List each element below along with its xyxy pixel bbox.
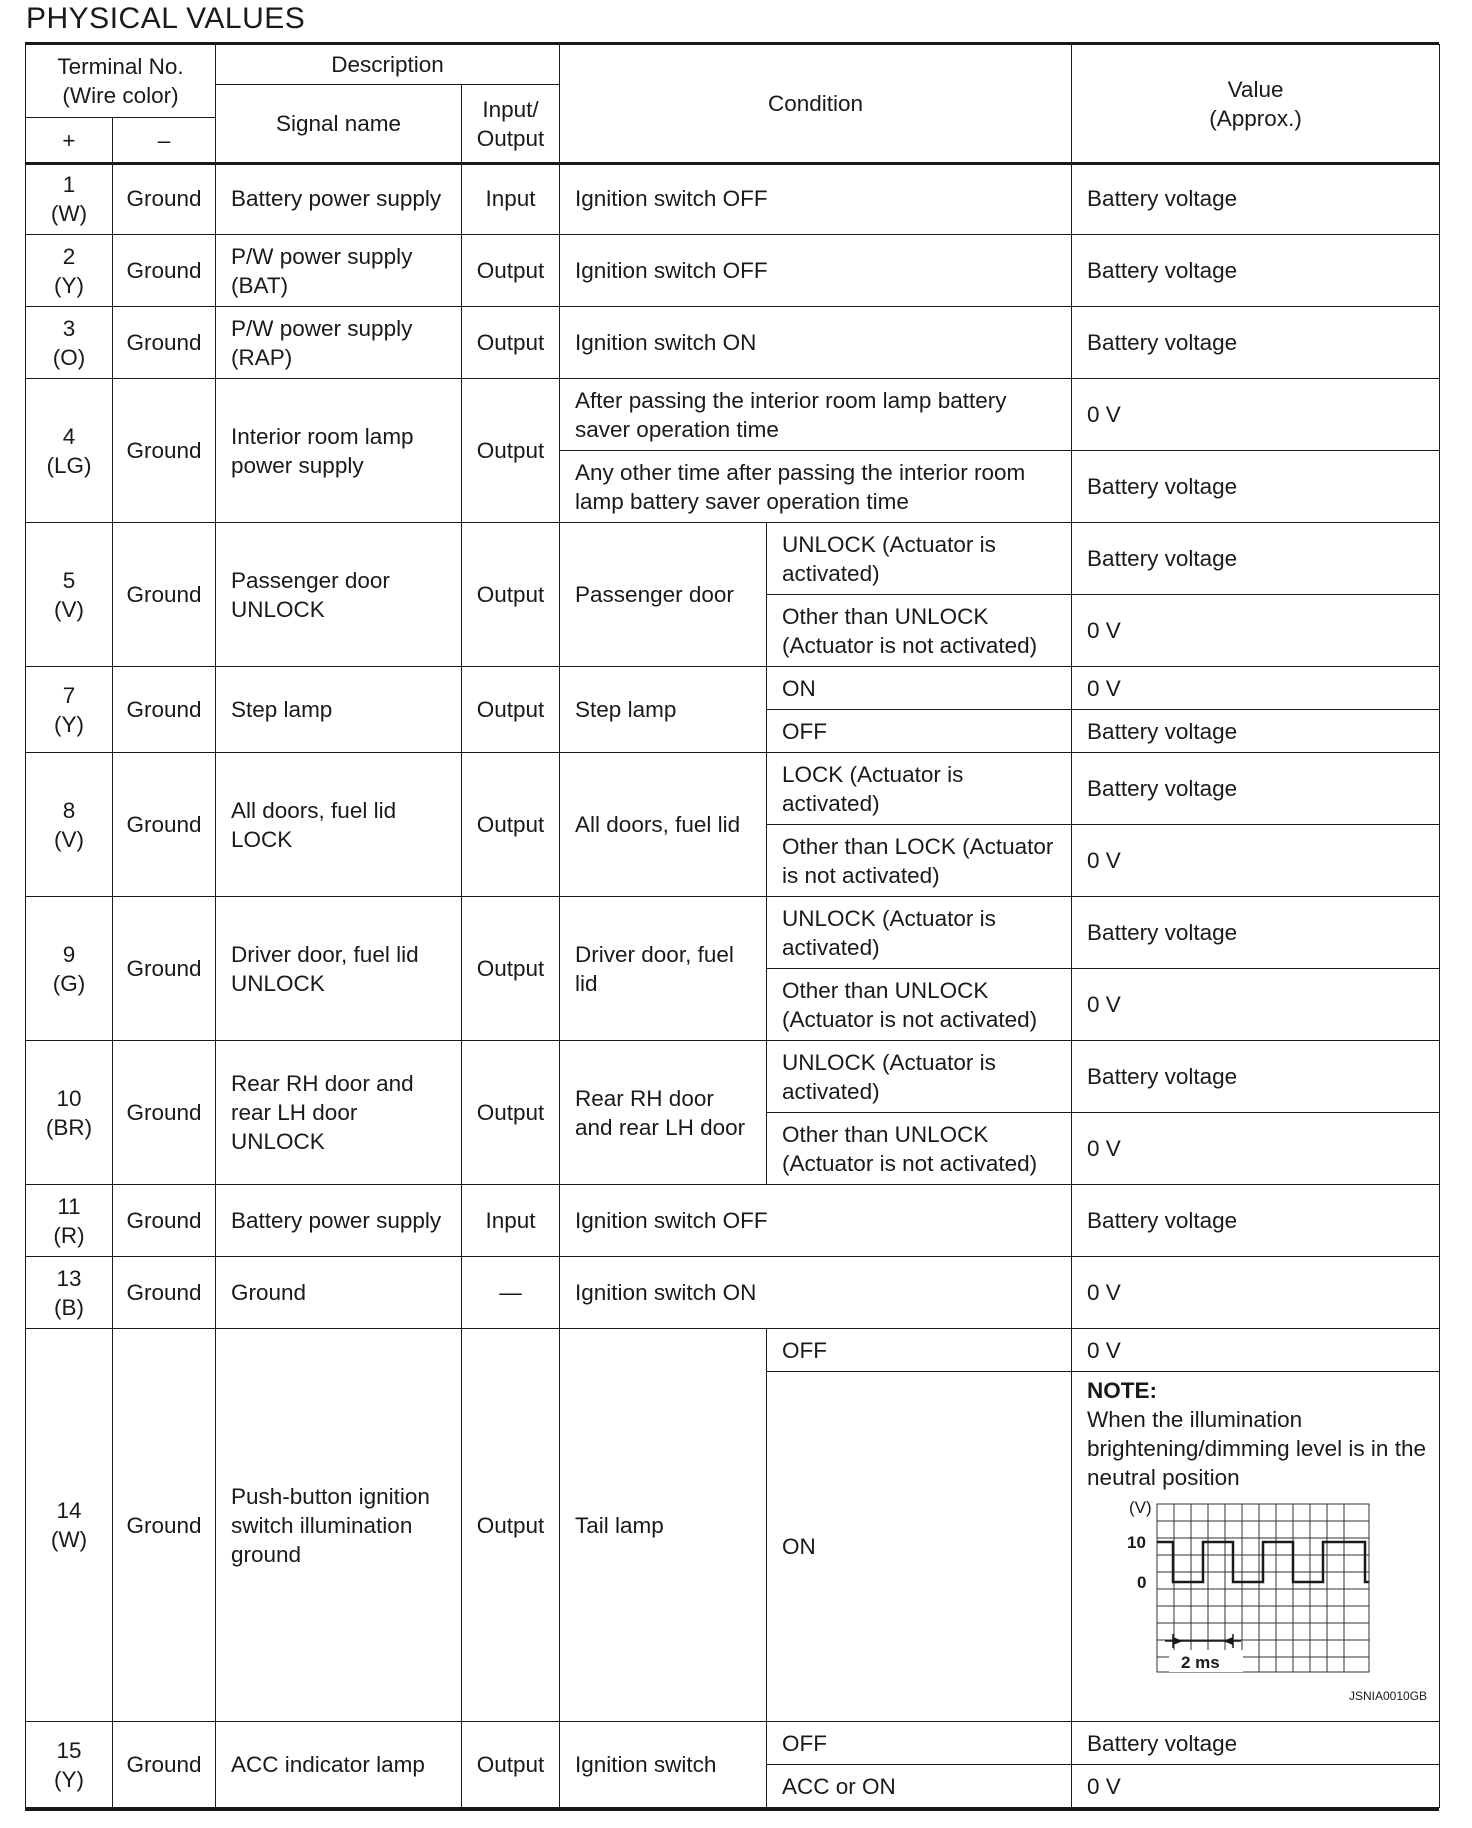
signal-cell: P/W power supply (RAP): [216, 307, 462, 379]
io-cell: —: [462, 1257, 560, 1329]
table-row: [26, 379, 1440, 451]
condition-cell: Any other time after passing the interior room lamp battery saver operation time: [560, 451, 1072, 523]
signal-cell: Step lamp: [216, 667, 462, 753]
condition-cell: All doors, fuel lid: [560, 753, 767, 897]
waveform-trace: [1157, 1542, 1369, 1582]
io-cell: Output: [462, 667, 560, 753]
io-cell: Output: [462, 1041, 560, 1185]
value-cell: 0 V: [1072, 667, 1440, 710]
value-cell: 0 V: [1072, 1765, 1440, 1808]
state-cell: LOCK (Actuator is activated): [767, 753, 1072, 825]
table-row: [26, 307, 1440, 379]
terminal-cell: 15 (Y): [26, 1722, 113, 1808]
minus-cell: Ground: [113, 1041, 216, 1185]
header-signal-name: Signal name: [216, 85, 462, 163]
io-cell: Output: [462, 235, 560, 307]
terminal-cell: 1 (W): [26, 163, 113, 235]
condition-cell: Ignition switch OFF: [560, 1185, 1072, 1257]
signal-cell: Push-button ignition switch illumination ground: [216, 1329, 462, 1722]
terminal-cell: 13 (B): [26, 1257, 113, 1329]
minus-cell: Ground: [113, 163, 216, 235]
state-cell: ON: [767, 1372, 1072, 1722]
signal-cell: P/W power supply (BAT): [216, 235, 462, 307]
state-cell: OFF: [767, 1722, 1072, 1765]
state-cell: Other than UNLOCK (Actuator is not activated): [767, 595, 1072, 667]
table-row: [26, 897, 1440, 969]
table-row: [26, 1722, 1440, 1765]
value-cell: Battery voltage: [1072, 307, 1440, 379]
minus-cell: Ground: [113, 667, 216, 753]
header-condition: Condition: [560, 45, 1072, 163]
terminal-cell: 9 (G): [26, 897, 113, 1041]
terminal-cell: 2 (Y): [26, 235, 113, 307]
io-cell: Output: [462, 1329, 560, 1722]
io-cell: Output: [462, 307, 560, 379]
state-cell: UNLOCK (Actuator is activated): [767, 523, 1072, 595]
value-cell: 0 V: [1072, 825, 1440, 897]
state-cell: Other than UNLOCK (Actuator is not activated): [767, 1113, 1072, 1185]
minus-cell: Ground: [113, 235, 216, 307]
terminal-cell: 11 (R): [26, 1185, 113, 1257]
minus-cell: Ground: [113, 523, 216, 667]
condition-cell: Ignition switch: [560, 1722, 767, 1808]
table-row: [26, 235, 1440, 307]
io-cell: Input: [462, 1185, 560, 1257]
table-row: [26, 753, 1440, 825]
value-cell: Battery voltage: [1072, 235, 1440, 307]
value-cell: 0 V: [1072, 379, 1440, 451]
condition-cell: Tail lamp: [560, 1329, 767, 1722]
signal-cell: Battery power supply: [216, 163, 462, 235]
state-cell: OFF: [767, 1329, 1072, 1372]
header-value: Value (Approx.): [1072, 45, 1440, 163]
waveform-y-unit: (V): [1129, 1498, 1152, 1517]
waveform-time-scale: 2 ms: [1181, 1653, 1220, 1672]
header-plus: +: [26, 118, 113, 163]
header-minus: –: [113, 118, 216, 163]
terminal-cell: 7 (Y): [26, 667, 113, 753]
table-top-rule: [25, 42, 1439, 45]
table-bottom-rule: [25, 1807, 1439, 1811]
table-row: [26, 523, 1440, 595]
state-cell: ACC or ON: [767, 1765, 1072, 1808]
condition-cell: Passenger door: [560, 523, 767, 667]
waveform-figure: [1101, 1498, 1401, 1678]
terminal-cell: 5 (V): [26, 523, 113, 667]
signal-cell: Driver door, fuel lid UNLOCK: [216, 897, 462, 1041]
condition-cell: Rear RH door and rear LH door: [560, 1041, 767, 1185]
state-cell: ON: [767, 667, 1072, 710]
minus-cell: Ground: [113, 1329, 216, 1722]
note-cell: [1072, 1372, 1440, 1722]
value-cell: Battery voltage: [1072, 1722, 1440, 1765]
value-cell: 0 V: [1072, 1329, 1440, 1372]
waveform-y-tick-0: 0: [1137, 1573, 1147, 1592]
condition-cell: Ignition switch OFF: [560, 163, 1072, 235]
condition-cell: Driver door, fuel lid: [560, 897, 767, 1041]
value-cell: Battery voltage: [1072, 897, 1440, 969]
waveform-grid: [1157, 1504, 1369, 1672]
header-row: [26, 45, 1440, 85]
time-scale-arrow-right: [1173, 1637, 1183, 1645]
minus-cell: Ground: [113, 379, 216, 523]
io-cell: Output: [462, 753, 560, 897]
condition-cell: Ignition switch OFF: [560, 235, 1072, 307]
minus-cell: Ground: [113, 1185, 216, 1257]
state-cell: Other than UNLOCK (Actuator is not activated): [767, 969, 1072, 1041]
header-bottom-rule: [25, 162, 1439, 165]
state-cell: UNLOCK (Actuator is activated): [767, 1041, 1072, 1113]
io-cell: Input: [462, 163, 560, 235]
signal-cell: Passenger door UNLOCK: [216, 523, 462, 667]
value-cell: 0 V: [1072, 595, 1440, 667]
value-cell: Battery voltage: [1072, 163, 1440, 235]
table-row: [26, 1041, 1440, 1113]
note-text: When the illumination brightening/dimming level is in the neutral position: [1087, 1407, 1426, 1490]
terminal-cell: 4 (LG): [26, 379, 113, 523]
table-row: [26, 163, 1440, 235]
physical-values-table: [25, 44, 1440, 1808]
minus-cell: Ground: [113, 1257, 216, 1329]
state-cell: UNLOCK (Actuator is activated): [767, 897, 1072, 969]
io-cell: Output: [462, 897, 560, 1041]
figure-id: JSNIA0010GB: [1349, 1689, 1428, 1703]
condition-cell: Step lamp: [560, 667, 767, 753]
condition-cell: Ignition switch ON: [560, 307, 1072, 379]
value-cell: Battery voltage: [1072, 710, 1440, 753]
value-cell: Battery voltage: [1072, 753, 1440, 825]
signal-cell: Battery power supply: [216, 1185, 462, 1257]
minus-cell: Ground: [113, 1722, 216, 1808]
signal-cell: Ground: [216, 1257, 462, 1329]
header-terminal: Terminal No. (Wire color): [26, 45, 216, 118]
note-title: NOTE:: [1087, 1378, 1158, 1403]
terminal-cell: 3 (O): [26, 307, 113, 379]
io-cell: Output: [462, 523, 560, 667]
minus-cell: Ground: [113, 753, 216, 897]
terminal-cell: 14 (W): [26, 1329, 113, 1722]
waveform-y-tick-10: 10: [1127, 1533, 1146, 1552]
table-row: [26, 1329, 1440, 1372]
header-io: Input/ Output: [462, 85, 560, 163]
value-cell: 0 V: [1072, 1113, 1440, 1185]
value-cell: Battery voltage: [1072, 1041, 1440, 1113]
condition-cell: After passing the interior room lamp battery saver operation time: [560, 379, 1072, 451]
signal-cell: ACC indicator lamp: [216, 1722, 462, 1808]
value-cell: Battery voltage: [1072, 523, 1440, 595]
minus-cell: Ground: [113, 307, 216, 379]
condition-cell: Ignition switch ON: [560, 1257, 1072, 1329]
page-title: PHYSICAL VALUES: [26, 2, 306, 35]
value-cell: 0 V: [1072, 969, 1440, 1041]
signal-cell: All doors, fuel lid LOCK: [216, 753, 462, 897]
io-cell: Output: [462, 379, 560, 523]
state-cell: OFF: [767, 710, 1072, 753]
minus-cell: Ground: [113, 897, 216, 1041]
terminal-cell: 10 (BR): [26, 1041, 113, 1185]
table-row: [26, 1185, 1440, 1257]
value-cell: 0 V: [1072, 1257, 1440, 1329]
value-cell: Battery voltage: [1072, 451, 1440, 523]
io-cell: Output: [462, 1722, 560, 1808]
signal-cell: Interior room lamp power supply: [216, 379, 462, 523]
state-cell: Other than LOCK (Actuator is not activated): [767, 825, 1072, 897]
signal-cell: Rear RH door and rear LH door UNLOCK: [216, 1041, 462, 1185]
value-cell: Battery voltage: [1072, 1185, 1440, 1257]
header-description: Description: [216, 45, 560, 85]
table-row: [26, 667, 1440, 710]
table-row: [26, 1257, 1440, 1329]
terminal-cell: 8 (V): [26, 753, 113, 897]
